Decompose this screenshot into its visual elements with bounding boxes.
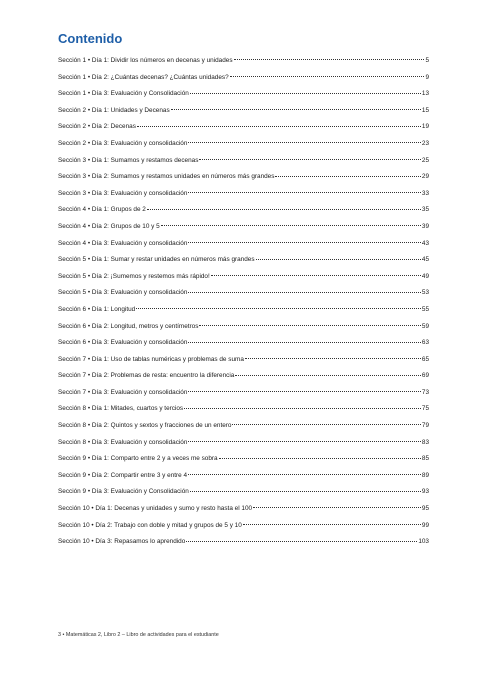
toc-entry-label: Sección 8 • Día 3: Evaluación y consolidación — [58, 438, 188, 446]
toc-entry-label: Sección 2 • Día 1: Unidades y Decenas — [58, 106, 170, 114]
toc-entry[interactable] — [58, 319, 429, 336]
toc-entry[interactable] — [58, 136, 429, 153]
toc-entry-label: Sección 6 • Día 1: Longitud — [58, 305, 136, 313]
toc-entry[interactable] — [58, 534, 429, 551]
toc-entry-page-number: 63 — [421, 339, 429, 347]
toc-entry-page-number: 45 — [421, 256, 429, 264]
dot-leader — [190, 93, 421, 94]
toc-entry-page-number: 65 — [421, 355, 429, 363]
toc-entry-label: Sección 8 • Día 1: Mitades, cuartos y tercios — [58, 405, 184, 413]
toc-entry-page-number: 89 — [421, 471, 429, 479]
toc-entry-label: Sección 4 • Día 1: Grupos de 2 — [58, 206, 146, 214]
dot-leader — [188, 192, 420, 193]
toc-entry[interactable] — [58, 484, 429, 501]
toc-entry-label: Sección 2 • Día 3: Evaluación y consolidación — [58, 139, 188, 147]
toc-entry-page-number: 73 — [421, 388, 429, 396]
toc-entry-page-number: 83 — [421, 438, 429, 446]
toc-entry-page-number: 5 — [425, 57, 429, 64]
toc-entry[interactable] — [58, 70, 429, 87]
toc-entry-label: Sección 1 • Día 1: Dividir los números en decenas y unidades — [58, 57, 233, 64]
toc-entry-label: Sección 9 • Día 3: Evaluación y Consolidación — [58, 488, 189, 496]
toc-entry-page-number: 35 — [421, 206, 429, 214]
toc-entry[interactable] — [58, 468, 429, 485]
dot-leader — [230, 76, 425, 77]
toc-entry-label: Sección 10 • Día 2: Trabajo con doble y mitad y grupos de 5 y 10 — [58, 521, 242, 529]
dot-leader — [219, 458, 421, 459]
dot-leader — [184, 408, 421, 409]
toc-entry-page-number: 53 — [421, 289, 429, 297]
table-of-contents — [58, 53, 429, 551]
toc-entry[interactable] — [58, 518, 429, 535]
toc-entry-label: Sección 9 • Día 2: Compartir entre 3 y entre 4 — [58, 471, 188, 479]
toc-entry-page-number: 103 — [418, 538, 429, 546]
toc-entry-label: Sección 7 • Día 2: Problemas de resta: encuentro la diferencia — [58, 372, 235, 380]
toc-entry-label: Sección 2 • Día 2: Decenas — [58, 123, 136, 131]
toc-entry[interactable] — [58, 186, 429, 203]
toc-entry-page-number: 23 — [421, 139, 429, 147]
dot-leader — [147, 209, 421, 210]
toc-entry-label: Sección 6 • Día 2: Longitud, metros y centímetros — [58, 322, 199, 330]
toc-entry[interactable] — [58, 153, 429, 170]
toc-entry-label: Sección 6 • Día 3: Evaluación y consolidación — [58, 339, 188, 347]
toc-entry[interactable] — [58, 435, 429, 452]
toc-entry-page-number: 93 — [421, 488, 429, 496]
toc-entry[interactable] — [58, 236, 429, 253]
toc-entry-page-number: 13 — [421, 90, 429, 98]
toc-entry-label: Sección 3 • Día 1: Sumamos y restamos decenas — [58, 156, 199, 164]
dot-leader — [171, 109, 421, 110]
dot-leader — [136, 308, 421, 309]
toc-entry-page-number: 29 — [421, 173, 429, 181]
dot-leader — [188, 441, 420, 442]
toc-entry[interactable] — [58, 119, 429, 136]
toc-entry[interactable] — [58, 285, 429, 302]
toc-entry-page-number: 15 — [421, 106, 429, 114]
dot-leader — [232, 424, 420, 425]
toc-entry-label: Sección 10 • Día 3: Repasamos lo aprendido — [58, 538, 186, 546]
page-footer: 3 • Matemáticas 2, Libro 2 – Libro de actividades para el estudiante — [58, 632, 219, 638]
toc-entry[interactable] — [58, 418, 429, 435]
dot-leader — [275, 176, 420, 177]
toc-entry-page-number: 33 — [421, 189, 429, 197]
toc-entry[interactable] — [58, 219, 429, 236]
dot-leader — [199, 159, 420, 160]
toc-entry[interactable] — [58, 335, 429, 352]
toc-entry-page-number: 69 — [421, 372, 429, 380]
dot-leader — [243, 524, 421, 525]
toc-entry-page-number: 43 — [421, 239, 429, 247]
toc-entry-page-number: 9 — [425, 73, 429, 81]
dot-leader — [188, 342, 420, 343]
toc-entry-page-number: 25 — [421, 156, 429, 164]
toc-entry-page-number: 19 — [421, 123, 429, 131]
dot-leader — [245, 358, 421, 359]
toc-entry-label: Sección 7 • Día 1: Uso de tablas numéricas y problemas de suma — [58, 355, 244, 363]
toc-entry[interactable] — [58, 352, 429, 369]
dot-leader — [234, 59, 425, 60]
toc-entry[interactable] — [58, 501, 429, 518]
toc-entry[interactable] — [58, 86, 429, 103]
dot-leader — [137, 126, 421, 127]
toc-entry[interactable] — [58, 401, 429, 418]
toc-entry[interactable] — [58, 202, 429, 219]
toc-entry-label: Sección 5 • Día 1: Sumar y restar unidades en números más grandes — [58, 256, 255, 264]
toc-entry-page-number: 85 — [421, 455, 429, 463]
dot-leader — [211, 275, 421, 276]
toc-entry-label: Sección 1 • Día 2: ¿Cuántas decenas? ¿Cuántas unidades? — [58, 73, 229, 81]
toc-entry-label: Sección 5 • Día 2: ¡Sumemos y restemos más rápido! — [58, 272, 210, 280]
toc-entry-label: Sección 5 • Día 3: Evaluación y consolidación — [58, 289, 188, 297]
toc-entry-label: Sección 9 • Día 1: Comparto entre 2 y a veces me sobra — [58, 455, 218, 463]
toc-entry-page-number: 95 — [421, 505, 429, 513]
toc-entry-label: Sección 4 • Día 2: Grupos de 10 y 5 — [58, 222, 160, 230]
toc-entry-page-number: 75 — [421, 405, 429, 413]
dot-leader — [188, 474, 421, 475]
dot-leader — [235, 375, 421, 376]
toc-entry-label: Sección 1 • Día 3: Evaluación y Consolidación — [58, 90, 189, 98]
toc-entry[interactable] — [58, 302, 429, 319]
toc-entry-label: Sección 10 • Día 1: Decenas y unidades y sumo y resto hasta el 100 — [58, 505, 253, 513]
toc-entry[interactable] — [58, 252, 429, 269]
toc-entry-page-number: 55 — [421, 305, 429, 313]
page-title: Contenido — [58, 31, 123, 46]
dot-leader — [199, 325, 420, 326]
toc-entry-page-number: 39 — [421, 222, 429, 230]
toc-entry[interactable] — [58, 368, 429, 385]
toc-entry[interactable] — [58, 169, 429, 186]
toc-entry-page-number: 49 — [421, 272, 429, 280]
toc-entry-label: Sección 3 • Día 2: Sumamos y restamos unidades en números más grandes — [58, 173, 275, 181]
toc-entry-label: Sección 4 • Día 3: Evaluación y consolidación — [58, 239, 188, 247]
toc-entry[interactable] — [58, 103, 429, 120]
dot-leader — [188, 242, 420, 243]
toc-entry[interactable] — [58, 269, 429, 286]
toc-entry-page-number: 59 — [421, 322, 429, 330]
toc-entry[interactable] — [58, 451, 429, 468]
dot-leader — [188, 142, 420, 143]
dot-leader — [186, 541, 417, 542]
dot-leader — [188, 292, 420, 293]
dot-leader — [253, 507, 421, 508]
toc-entry-label: Sección 7 • Día 3: Evaluación y consolidación — [58, 388, 188, 396]
toc-entry-label: Sección 8 • Día 2: Quintos y sextos y fracciones de un entero — [58, 422, 232, 430]
toc-entry[interactable] — [58, 385, 429, 402]
dot-leader — [256, 259, 421, 260]
dot-leader — [190, 491, 421, 492]
toc-entry-label: Sección 3 • Día 3: Evaluación y consolidación — [58, 189, 188, 197]
toc-entry-page-number: 99 — [421, 521, 429, 529]
dot-leader — [188, 391, 420, 392]
toc-entry-page-number: 79 — [421, 422, 429, 430]
dot-leader — [161, 225, 421, 226]
toc-entry[interactable] — [58, 53, 429, 70]
